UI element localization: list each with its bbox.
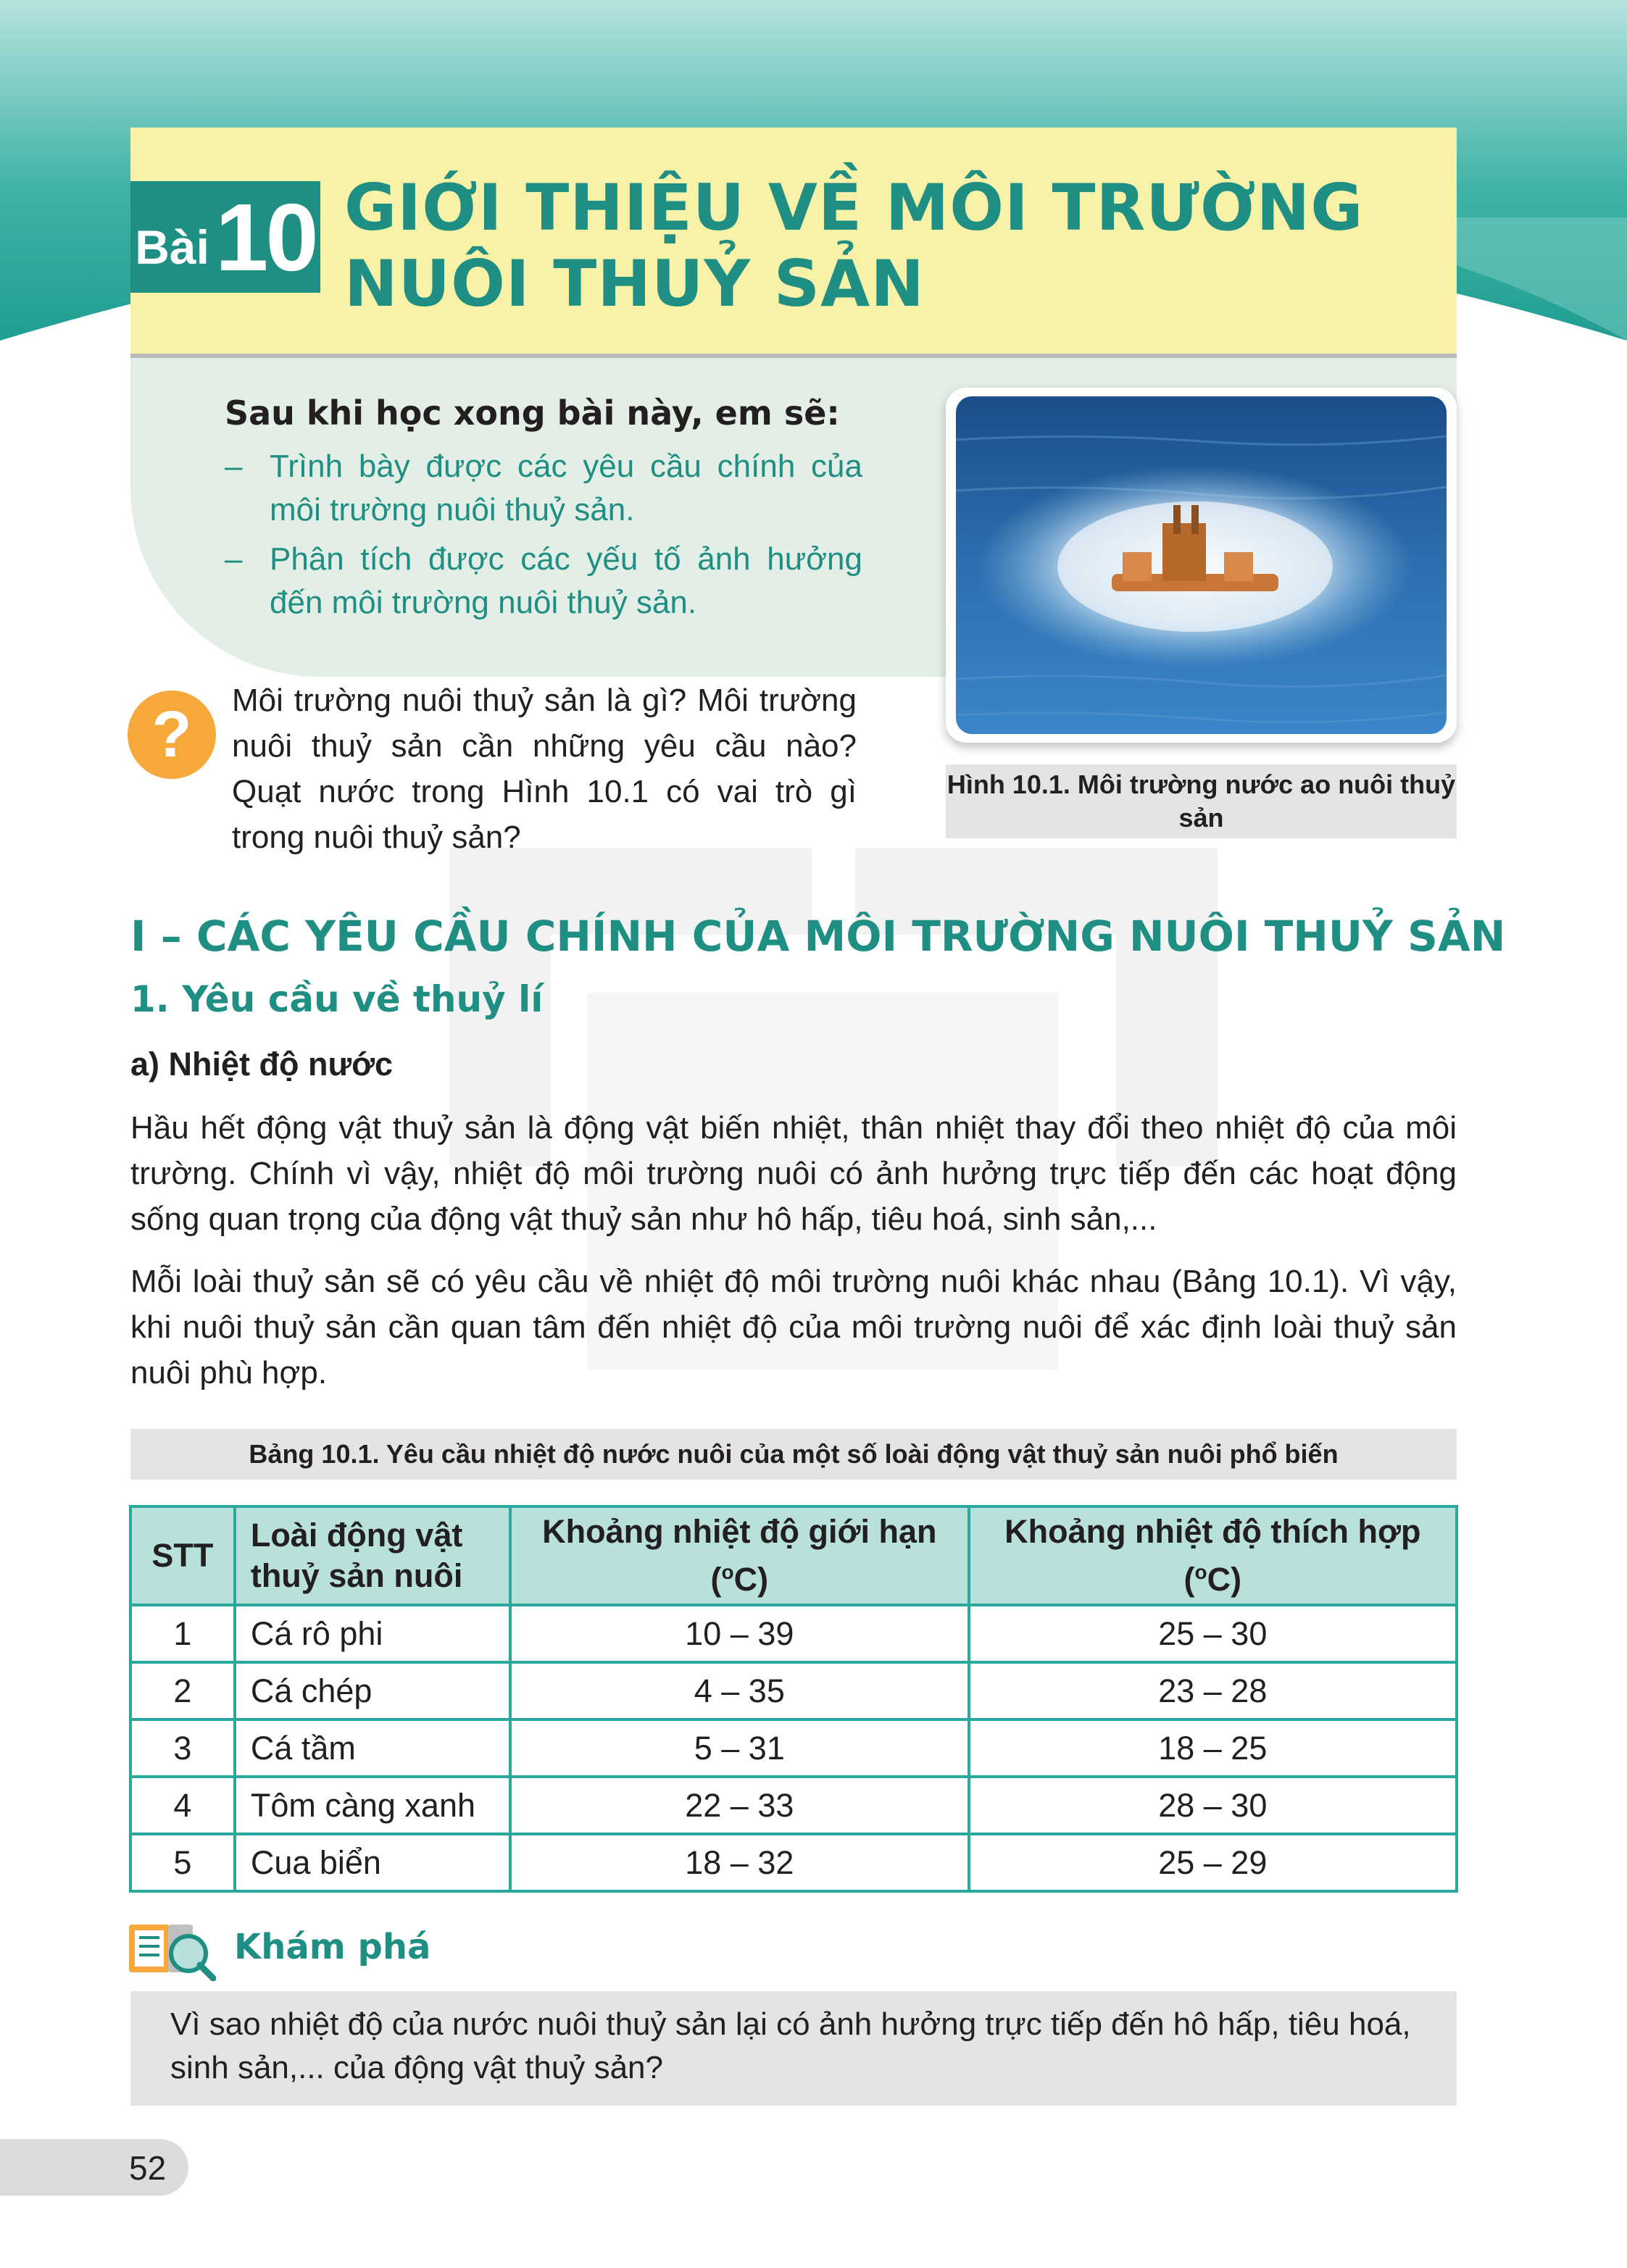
unit-degree: o [721, 1561, 734, 1583]
table-row [130, 1719, 1457, 1777]
cell-optimal: 25 – 29 [969, 1834, 1457, 1891]
unit-degree: o [1194, 1561, 1207, 1583]
lesson-number: 10 [215, 183, 316, 291]
table-header-row [130, 1506, 1457, 1605]
lesson-word: Bài [135, 220, 209, 274]
table-row [130, 1834, 1457, 1891]
cell-stt: 5 [130, 1834, 235, 1891]
list-dash: – [225, 541, 243, 577]
subsubsection-heading: a) Nhiệt độ nước [130, 1046, 394, 1083]
cell-optimal: 28 – 30 [969, 1777, 1457, 1834]
cell-limit: 4 – 35 [510, 1662, 969, 1719]
cell-limit: 18 – 32 [510, 1834, 969, 1891]
header-limit-line-1: Khoảng nhiệt độ giới hạn [542, 1513, 937, 1550]
objective-text: Phân tích được các yếu tố ảnh hưởng đến môi trường nuôi thuỷ sản. [270, 541, 862, 620]
table-row [130, 1662, 1457, 1719]
cell-species: Tôm càng xanh [235, 1777, 510, 1834]
cell-species: Cá chép [235, 1662, 510, 1719]
objective-text: Trình bày được các yêu cầu chính của môi trường nuôi thuỷ sản. [270, 449, 862, 528]
explore-icon [128, 1920, 216, 1981]
unit-close: C) [1207, 1561, 1242, 1598]
lesson-title-line-2: NUÔI THUỶ SẢN [344, 246, 925, 321]
explore-label: Khám phá [234, 1927, 431, 1967]
paragraph: Mỗi loài thuỷ sản sẽ có yêu cầu về nhiệt độ môi trường nuôi khác nhau (Bảng 10.1). Vì vậy, khi nuôi thuỷ sản cần quan tâm đến nhiệt độ của môi trường nuôi để xác định loài thuỷ sản nuôi phù hợp. [130, 1264, 1457, 1391]
cell-limit: 10 – 39 [510, 1605, 969, 1662]
cell-stt: 3 [130, 1719, 235, 1777]
cell-stt: 2 [130, 1662, 235, 1719]
pond-aerator-photo [956, 396, 1447, 734]
header-species [235, 1506, 510, 1605]
question-icon: ? [128, 691, 216, 779]
header-species-line-1: Loài động vật [250, 1517, 463, 1554]
figure-frame [946, 388, 1457, 743]
cell-optimal: 18 – 25 [969, 1719, 1457, 1777]
cell-stt: 4 [130, 1777, 235, 1834]
header-species-line-2: thuỷ sản nuôi [250, 1557, 463, 1594]
header-optimal-line-1: Khoảng nhiệt độ thích hợp [1004, 1513, 1421, 1550]
objectives-heading: Sau khi học xong bài này, em sẽ: [225, 393, 840, 433]
list-dash: – [225, 449, 243, 484]
subsection-heading: 1. Yêu cầu về thuỷ lí [130, 978, 544, 1020]
explore-question: Vì sao nhiệt độ của nước nuôi thuỷ sản lại có ảnh hưởng trực tiếp đến hô hấp, tiêu hoá, sinh sản,... của động vật thuỷ sản? [130, 1991, 1457, 2106]
cell-species: Cá rô phi [235, 1605, 510, 1662]
table-row [130, 1605, 1457, 1662]
table-caption: Bảng 10.1. Yêu cầu nhiệt độ nước nuôi của một số loài động vật thuỷ sản nuôi phổ biến [130, 1429, 1457, 1480]
section-heading: I – CÁC YÊU CẦU CHÍNH CỦA MÔI TRƯỜNG NUÔI THUỶ SẢN [130, 912, 1506, 961]
header-limit-range [510, 1506, 969, 1605]
unit-close: C) [733, 1561, 769, 1598]
paragraph: Hầu hết động vật thuỷ sản là động vật biến nhiệt, thân nhiệt thay đổi theo nhiệt độ của môi trường. Chính vì vậy, nhiệt độ môi trường nuôi có ảnh hưởng trực tiếp đến các hoạt động sống quan trọng của động vật thuỷ sản như hô hấp, tiêu hoá, sinh sản,... [130, 1110, 1457, 1237]
lesson-badge [130, 181, 320, 293]
figure-caption: Hình 10.1. Môi trường nước ao nuôi thuỷ sản [946, 764, 1457, 838]
temperature-table [129, 1505, 1458, 1893]
unit-open: ( [1183, 1561, 1195, 1598]
header-optimal-range [969, 1506, 1457, 1605]
cell-optimal: 25 – 30 [969, 1605, 1457, 1662]
question-text: Môi trường nuôi thuỷ sản là gì? Môi trường nuôi thuỷ sản cần những yêu cầu nào? Quạt nước trong Hình 10.1 có vai trò gì trong nuôi thuỷ sản? [232, 683, 857, 855]
cell-limit: 22 – 33 [510, 1777, 969, 1834]
lesson-title-line-1: GIỚI THIỆU VỀ MÔI TRƯỜNG [344, 170, 1364, 245]
cell-stt: 1 [130, 1605, 235, 1662]
objective-item [225, 538, 862, 625]
header-stt: STT [130, 1506, 235, 1605]
objective-item [225, 445, 862, 532]
cell-optimal: 23 – 28 [969, 1662, 1457, 1719]
table-row [130, 1777, 1457, 1834]
unit-open: ( [710, 1561, 722, 1598]
page-number: 52 [129, 2149, 167, 2187]
cell-species: Cua biển [235, 1834, 510, 1891]
cell-limit: 5 – 31 [510, 1719, 969, 1777]
cell-species: Cá tầm [235, 1719, 510, 1777]
